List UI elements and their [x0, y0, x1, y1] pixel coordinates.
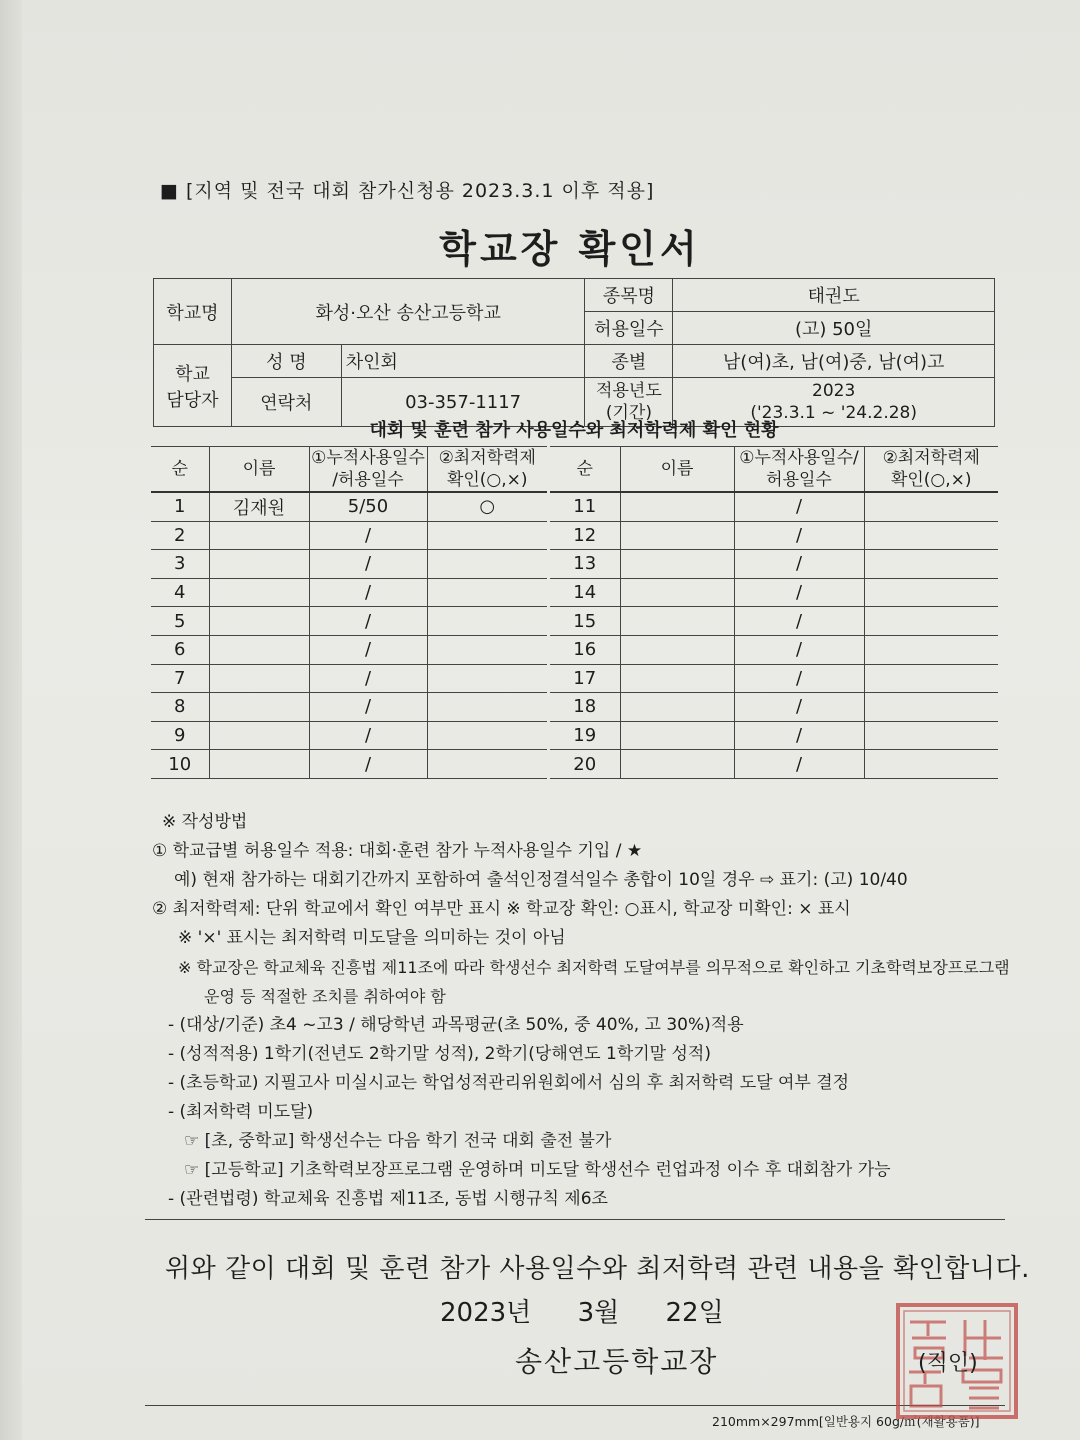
col-days-left-line2: /허용일수 [332, 470, 404, 490]
table-row [550, 721, 998, 750]
min-academic-check [864, 750, 998, 779]
col-min-left-line1: ②최저학력제 [438, 448, 536, 468]
row-number: 10 [151, 750, 209, 779]
confirmation-statement: 위와 같이 대회 및 훈련 참가 사용일수와 최저학력 관련 내용을 확인합니다. [165, 1254, 1030, 1284]
year-value-line2: ('23.3.1 ~ '24.2.28) [750, 403, 917, 423]
student-name [209, 550, 309, 579]
table-row [550, 693, 998, 722]
cumulative-days: / [309, 521, 427, 550]
table-row [151, 521, 547, 550]
table-row [151, 492, 547, 521]
table-row [550, 607, 998, 636]
student-name: 김재원 [209, 492, 309, 521]
manager-label [154, 345, 232, 427]
paper-spec: 210mm×297mm[일반용지 60g/㎡(재활용품)] [712, 1414, 980, 1429]
info-table [153, 278, 995, 427]
table-row [151, 693, 547, 722]
year-label-line2: (기간) [605, 403, 652, 423]
col-min-right [864, 447, 998, 493]
col-min-left-line2: 확인(○,×) [446, 470, 528, 490]
student-table-right [550, 446, 998, 779]
student-name [620, 492, 734, 521]
cumulative-days: / [309, 693, 427, 722]
instructions-heading: ※ 작성방법 [162, 812, 248, 832]
min-academic-check [864, 693, 998, 722]
form-usage-note: ■ [지역 및 전국 대회 참가신청용 2023.3.1 이후 적용] [160, 180, 655, 202]
min-academic-check [427, 693, 547, 722]
min-academic-check [864, 635, 998, 664]
student-name [209, 750, 309, 779]
manager-label-line2: 담당자 [166, 389, 219, 411]
col-min-right-line1: ②최저학력제 [882, 448, 980, 468]
row-number: 5 [151, 607, 209, 636]
allowed-days-label: 허용일수 [585, 312, 673, 345]
name-value: 차인회 [341, 345, 585, 378]
min-academic-check [864, 492, 998, 521]
student-name [209, 664, 309, 693]
cumulative-days: / [734, 578, 864, 607]
row-number: 9 [151, 721, 209, 750]
cumulative-days: / [309, 721, 427, 750]
row-number: 7 [151, 664, 209, 693]
divider-top [145, 1219, 1005, 1220]
student-name [209, 635, 309, 664]
school-value: 화성·오산 송산고등학교 [231, 279, 585, 345]
principal-title: 송산고등학교장 [515, 1345, 719, 1378]
year-value-line1: 2023 [812, 381, 856, 401]
school-label: 학교명 [154, 279, 232, 345]
min-academic-check [427, 550, 547, 579]
min-academic-check [864, 664, 998, 693]
min-academic-check [427, 664, 547, 693]
cumulative-days: / [734, 693, 864, 722]
table-row [151, 750, 547, 779]
student-name [620, 550, 734, 579]
min-academic-check [427, 607, 547, 636]
min-academic-check [427, 578, 547, 607]
min-academic-check [427, 521, 547, 550]
row-number: 13 [550, 550, 620, 579]
min-academic-check: ○ [427, 492, 547, 521]
seal-label: (직인) [918, 1351, 978, 1376]
cumulative-days: / [734, 492, 864, 521]
student-name [209, 693, 309, 722]
row-number: 2 [151, 521, 209, 550]
student-name [620, 521, 734, 550]
col-name-right: 이름 [620, 447, 734, 493]
cumulative-days: / [309, 578, 427, 607]
student-name [620, 607, 734, 636]
date-day: 22일 [665, 1298, 724, 1328]
sport-value: 태권도 [673, 279, 995, 312]
table-row [151, 721, 547, 750]
instruction-line: ① 학교급별 허용일수 적용: 대회·훈련 참가 누적사용일수 기입 / ★ [152, 841, 643, 861]
min-academic-check [427, 721, 547, 750]
table-row [550, 635, 998, 664]
cumulative-days: / [734, 550, 864, 579]
student-name [620, 693, 734, 722]
instruction-line: 예) 현재 참가하는 대회기간까지 포함하여 출석인정결석일수 총합이 10일 경우 ⇨ 표기: (고) 10/40 [174, 870, 908, 890]
issue-date [440, 1292, 724, 1329]
row-number: 16 [550, 635, 620, 664]
min-academic-check [864, 721, 998, 750]
cumulative-days: 5/50 [309, 492, 427, 521]
student-name [209, 578, 309, 607]
date-year: 2023년 [440, 1298, 532, 1328]
row-number: 12 [550, 521, 620, 550]
date-month: 3월 [577, 1298, 620, 1328]
table-row [550, 521, 998, 550]
instruction-line: - (대상/기준) 초4 ~고3 / 해당학년 과목평균(초 50%, 중 40%, 고 30%)적용 [168, 1015, 744, 1035]
row-number: 4 [151, 578, 209, 607]
row-number: 8 [151, 693, 209, 722]
document-title: 학교장 확인서 [439, 227, 701, 271]
min-academic-check [864, 607, 998, 636]
cumulative-days: / [309, 664, 427, 693]
row-number: 18 [550, 693, 620, 722]
cumulative-days: / [734, 635, 864, 664]
min-academic-check [427, 750, 547, 779]
cumulative-days: / [734, 750, 864, 779]
row-number: 6 [151, 635, 209, 664]
col-days-right-line1: ①누적사용일수/ [739, 448, 859, 468]
student-name [209, 521, 309, 550]
table-row [550, 550, 998, 579]
student-name [620, 635, 734, 664]
instruction-line: ☞ [고등학교] 기초학력보장프로그램 운영하며 미도달 학생선수 런업과정 이수 후 대회참가 가능 [184, 1160, 891, 1180]
cumulative-days: / [734, 721, 864, 750]
col-no-left: 순 [151, 447, 209, 493]
row-number: 15 [550, 607, 620, 636]
instruction-line: ※ 학교장은 학교체육 진흥법 제11조에 따라 학생선수 최저학력 도달여부를 의무적으로 확인하고 기초학력보장프로그램 [178, 958, 1010, 977]
col-days-left-line1: ①누적사용일수 [311, 448, 425, 468]
year-label-line1: 적용년도 [596, 381, 662, 401]
min-academic-check [864, 578, 998, 607]
divider-bottom [145, 1405, 1005, 1406]
paper-edge [0, 0, 22, 1440]
table-row [550, 492, 998, 521]
student-name [620, 578, 734, 607]
name-label: 성 명 [231, 345, 341, 378]
category-label: 종별 [585, 345, 673, 378]
contact-value: 03-357-1117 [341, 378, 585, 427]
row-number: 17 [550, 664, 620, 693]
instruction-line: - (관련법령) 학교체육 진흥법 제11조, 동법 시행규칙 제6조 [168, 1189, 608, 1209]
cumulative-days: / [734, 521, 864, 550]
min-academic-check [864, 550, 998, 579]
row-number: 19 [550, 721, 620, 750]
instruction-line: - (초등학교) 지필고사 미실시교는 학업성적관리위원회에서 심의 후 최저학력 도달 여부 결정 [168, 1073, 850, 1093]
instruction-line: ※ '×' 표시는 최저학력 미도달을 의미하는 것이 아님 [178, 928, 566, 948]
contact-label: 연락처 [231, 378, 341, 427]
table-row [550, 578, 998, 607]
instructions [152, 808, 1032, 1214]
instruction-line: ② 최저학력제: 단위 학교에서 확인 여부만 표시 ※ 학교장 확인: ○표시, 학교장 미확인: × 표시 [152, 899, 851, 919]
student-name [620, 721, 734, 750]
allowed-days-value: (고) 50일 [673, 312, 995, 345]
instruction-line: 운영 등 적절한 조치를 취하여야 함 [204, 987, 446, 1006]
instruction-line: - (최저학력 미도달) [168, 1102, 314, 1122]
student-name [209, 607, 309, 636]
instruction-line: ☞ [초, 중학교] 학생선수는 다음 학기 전국 대회 출전 불가 [184, 1131, 612, 1151]
min-academic-check [427, 635, 547, 664]
col-min-left [427, 447, 547, 493]
student-table-left [151, 446, 547, 779]
min-academic-check [864, 521, 998, 550]
row-number: 1 [151, 492, 209, 521]
category-value: 남(여)초, 남(여)중, 남(여)고 [673, 345, 995, 378]
table-row [151, 664, 547, 693]
cumulative-days: / [309, 635, 427, 664]
row-number: 20 [550, 750, 620, 779]
col-no-right: 순 [550, 447, 620, 493]
student-name [620, 664, 734, 693]
col-days-right [734, 447, 864, 493]
student-name [209, 721, 309, 750]
cumulative-days: / [309, 750, 427, 779]
cumulative-days: / [734, 607, 864, 636]
row-number: 11 [550, 492, 620, 521]
table-row [550, 664, 998, 693]
table-row [151, 635, 547, 664]
col-days-left [309, 447, 427, 493]
row-number: 3 [151, 550, 209, 579]
student-name [620, 750, 734, 779]
table-row [151, 607, 547, 636]
manager-label-line1: 학교 [175, 363, 210, 385]
instruction-line: - (성적적용) 1학기(전년도 2학기말 성적), 2학기(당해연도 1학기말 성적) [168, 1044, 711, 1064]
col-min-right-line2: 확인(○,×) [890, 470, 972, 490]
sport-label: 종목명 [585, 279, 673, 312]
row-number: 14 [550, 578, 620, 607]
col-name-left: 이름 [209, 447, 309, 493]
status-caption: 대회 및 훈련 참가 사용일수와 최저학력제 확인 현황 [369, 420, 779, 441]
table-row [151, 550, 547, 579]
cumulative-days: / [309, 550, 427, 579]
cumulative-days: / [734, 664, 864, 693]
table-row [151, 578, 547, 607]
col-days-right-line2: 허용일수 [766, 470, 832, 490]
table-row [550, 750, 998, 779]
cumulative-days: / [309, 607, 427, 636]
